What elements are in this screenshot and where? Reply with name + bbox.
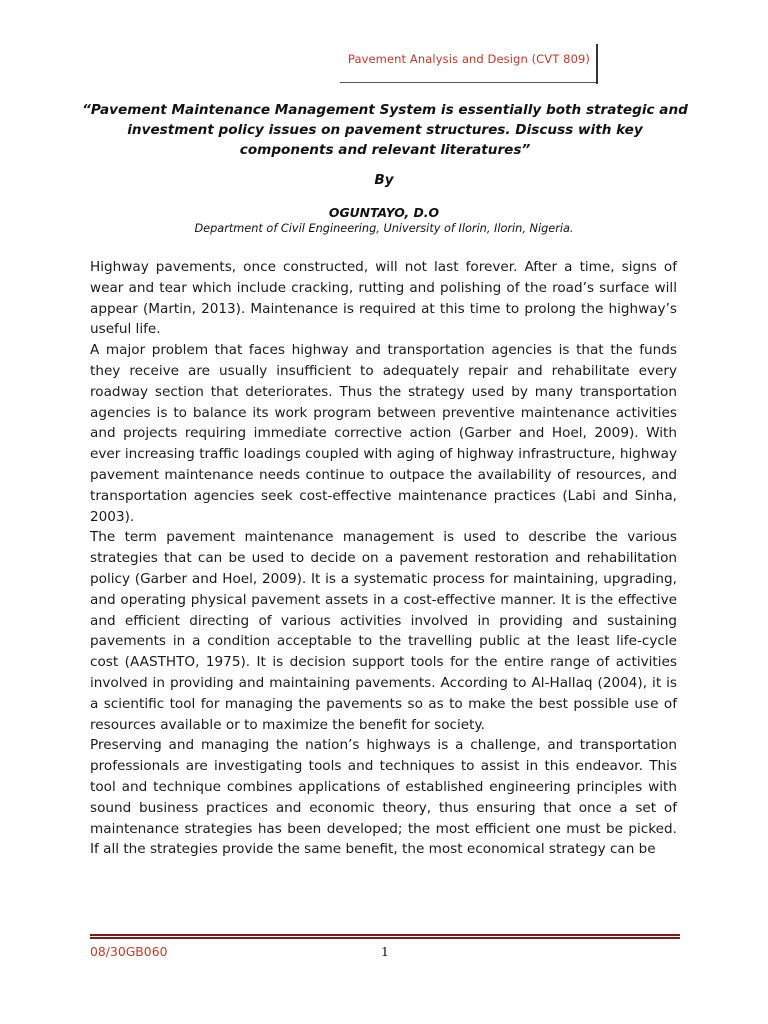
author-affiliation: Department of Civil Engineering, University of Ilorin, Ilorin, Nigeria. (194, 222, 574, 235)
author-name: OGUNTAYO, D.O (328, 205, 440, 220)
footer-rule (90, 934, 680, 939)
paragraph: Highway pavements, once constructed, will not last forever. After a time, signs of wear and tear which include cracking, rutting and polishing of the road’s surface will appear (Martin, 2013). Maintenance is required at this time to prolong the highway’s useful life. (90, 259, 677, 338)
paragraph: A major problem that faces highway and transportation agencies is that the funds they receive are usually insufficient to adequately repair and rehabilitate every roadway section that deteriorates. Thus the strategy used by many transportation agencies is to balance its work program between preventive maintenance activities and projects requiring immediate corrective action (Garber and Hoel, 2009). With ever increasing traffic loadings coupled with aging of highway infrastructure, highway pavement maintenance needs continue to outpace the availability of resources, and transportation agencies seek cost-effective maintenance practices (Labi and Sinha, 2003). (90, 342, 677, 525)
document-title: “Pavement Maintenance Management System is essentially both strategic and investment policy issues on pavement structures. Discuss with key components and relevant literatures” (82, 102, 688, 158)
paragraph: The term pavement maintenance management is used to describe the various strategies that can be used to decide on a pavement restoration and rehabilitation policy (Garber and Hoel, 2009). It is a systematic process for maintaining, upgrading, and operating physical pavement assets in a cost-effective manner. It is the effective and efficient directing of various activities involved in providing and sustaining pavements in a condition acceptable to the travelling public at the least life-cycle cost (AASTHTO, 1975). It is decision support tools for the entire range of activities involved in providing and maintaining pavements. According to Al-Hallaq (2004), it is a scientific tool for managing the pavements so as to make the best possible use of resources available or to maximize the benefit for society. (90, 529, 677, 733)
paragraph: Preserving and managing the nation’s highways is a challenge, and transportation professionals are investigating tools and techniques to assist in this endeavor. This tool and technique combines applications of established engineering principles with sound business practices and economic theory, thus ensuring that once a set of maintenance strategies has been developed; the most efficient one must be picked. If all the strategies provide the same benefit, the most economical strategy can be (90, 737, 677, 858)
footer-doc-id: 08/30GB060 (90, 944, 168, 959)
header-underline (340, 82, 596, 83)
page-header (0, 44, 768, 84)
header-course-title: Pavement Analysis and Design (CVT 809) (347, 52, 590, 66)
page-number: 1 (381, 944, 389, 959)
by-line: By (374, 172, 394, 188)
body-text (90, 257, 677, 860)
header-divider (596, 44, 598, 84)
